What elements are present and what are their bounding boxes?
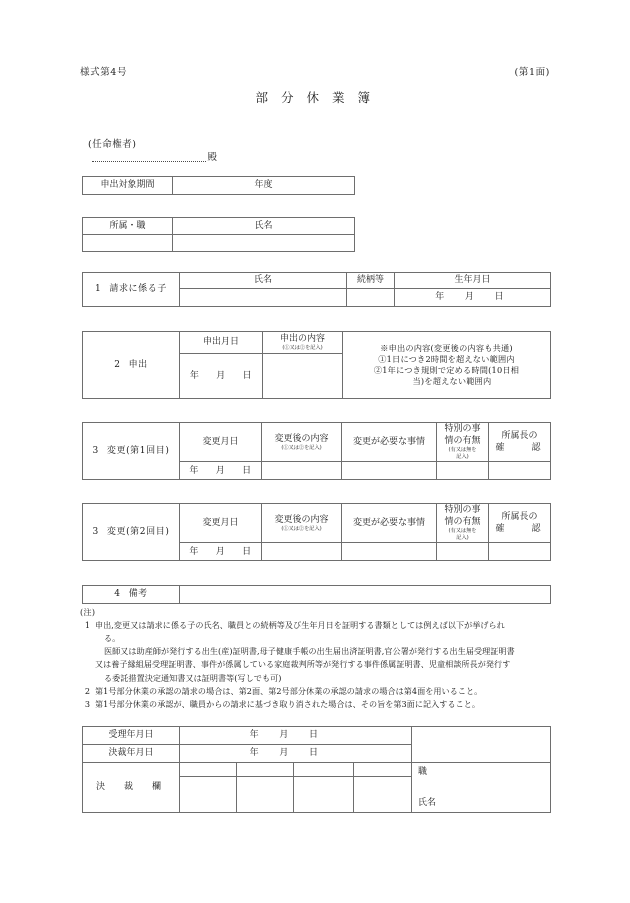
change1-row-text: 変更(第1回目) [106, 446, 170, 457]
header-row [80, 64, 550, 78]
note-line: 第1号部分休業の承認の請求の場合は、第2面、第2号部分休業の承認の請求の場合は第4面を用いること。 [95, 685, 483, 696]
application-value-content[interactable] [263, 354, 343, 399]
note-number: 2 [84, 685, 91, 696]
change-table-1 [82, 422, 551, 480]
change1-value-content[interactable] [262, 462, 342, 480]
change2-header-special-line1: 特別の事 [444, 505, 481, 515]
year-label: 年 [435, 292, 445, 303]
receipt-date-label: 受理年月日 [83, 727, 180, 745]
day-label: 日 [494, 292, 505, 303]
table-row [83, 177, 355, 195]
table-row [83, 235, 355, 252]
instruction-line-3: ②1年につき規則で定める時間(10日相 [373, 365, 520, 375]
belonging-value-name[interactable] [173, 235, 355, 252]
period-label: 申出対象期間 [83, 177, 173, 195]
belonging-header-post: 所属・職 [83, 218, 173, 235]
notes-heading: (注) [80, 607, 96, 617]
table-row [83, 727, 551, 745]
note-body [95, 619, 558, 685]
application-header-content [263, 332, 343, 354]
date-placeholder [250, 747, 319, 759]
month-label: 月 [215, 465, 226, 476]
note-line: る委託措置決定通知書又は証明書等(写しでも可) [104, 672, 282, 683]
table-header-row [83, 504, 551, 543]
note-item [80, 685, 558, 698]
application-header-date: 申出月日 [180, 332, 263, 354]
day-label: 日 [242, 465, 252, 476]
date-placeholder [190, 370, 252, 382]
belonging-value-post[interactable] [83, 235, 173, 252]
note-body [95, 698, 558, 711]
change1-header-confirm-line2: 確 認 [495, 443, 544, 454]
change2-row-label [83, 504, 180, 561]
note-line: 医師又は助産師が発行する出生(産)証明書,母子健康手帳の出生届出済証明書,官公署が発行する出生届受理証明書 [104, 646, 515, 657]
dono-suffix: 殿 [207, 151, 217, 163]
approval-column-label: 決 裁 欄 [83, 763, 180, 813]
child-value-relation[interactable] [347, 289, 395, 307]
application-instructions [343, 332, 551, 399]
instruction-line-1: ※申出の内容(変更後の内容も共通) [380, 342, 513, 353]
change1-header-special-line1: 特別の事 [444, 424, 481, 434]
change1-value-date[interactable] [180, 462, 262, 480]
approval-stamp-cell-4a[interactable] [354, 763, 412, 777]
note-line: 第1号部分休業の承認が、職員からの請求に基づき取り消された場合は、その旨を第3面に記入すること。 [95, 698, 481, 709]
change2-row-number: 3 [92, 527, 99, 538]
receipt-date-value[interactable] [180, 727, 412, 745]
approval-blank-right-top [412, 727, 551, 763]
remarks-table [82, 585, 551, 604]
change1-row-label [83, 423, 180, 480]
date-placeholder [189, 546, 251, 558]
remarks-row-label [83, 586, 180, 604]
note-body [95, 685, 558, 698]
month-label: 月 [279, 748, 289, 759]
application-table [82, 331, 551, 399]
change2-value-content[interactable] [262, 543, 342, 561]
child-value-birthdate[interactable] [395, 289, 551, 307]
child-table [82, 272, 551, 307]
application-value-date[interactable] [180, 354, 263, 399]
change2-header-reason: 変更が必要な事情 [342, 504, 437, 543]
instruction-line-2: ①1日につき2時間を超えない範囲内 [378, 353, 515, 364]
year-label: 年 [189, 546, 199, 557]
child-header-name: 氏名 [180, 273, 347, 289]
note-item [80, 619, 558, 685]
day-label: 日 [309, 730, 319, 741]
change1-header-special [437, 423, 489, 462]
approval-stamp-cell-2b[interactable] [237, 777, 294, 813]
change2-row-text: 変更(第2回目) [106, 527, 170, 538]
change-table-2 [82, 503, 551, 561]
approval-stamp-cell-1b[interactable] [180, 777, 237, 813]
page-number: (第1面) [514, 67, 550, 78]
appointer-label: (任命権者) [88, 139, 137, 150]
table-header-row [83, 332, 551, 354]
change2-header-special-note1: (有又は無を [448, 528, 477, 535]
child-header-relation: 続柄等 [347, 273, 395, 289]
job-label: 職 [418, 767, 428, 777]
change1-header-special-note1: (有又は無を [448, 447, 477, 454]
note-number: 1 [84, 620, 91, 631]
period-unit: 年度 [254, 180, 273, 191]
application-header-content-text: 申出の内容 [279, 333, 325, 344]
notes-section [80, 606, 558, 711]
change2-header-content-text: 変更後の内容 [274, 514, 329, 525]
change2-header-confirm-line2: 確 認 [495, 524, 544, 535]
approval-stamp-cell-3a[interactable] [294, 763, 354, 777]
application-row-label [83, 332, 180, 399]
belonging-header-name: 氏名 [173, 218, 355, 235]
change2-header-special-note2: 記入) [456, 535, 469, 542]
table-header-row [83, 273, 551, 289]
approval-stamp-cell-3b[interactable] [294, 777, 354, 813]
month-label: 月 [215, 546, 226, 557]
child-row-number: 1 [95, 284, 102, 295]
approval-job-name-cell[interactable] [412, 763, 551, 813]
day-label: 日 [242, 546, 252, 557]
change1-value-reason[interactable] [342, 462, 437, 480]
change1-header-content-text: 変更後の内容 [274, 433, 329, 444]
dotted-fill-line [92, 150, 206, 162]
table-row [83, 586, 551, 604]
date-placeholder [189, 465, 251, 477]
note-line: る。 [104, 633, 121, 644]
form-number: 様式第4号 [80, 67, 128, 78]
change2-value-date[interactable] [180, 543, 262, 561]
note-number: 3 [84, 698, 91, 709]
application-row-text: 申出 [128, 359, 148, 370]
period-table [82, 176, 355, 195]
approval-stamp-cell-1a[interactable] [180, 763, 237, 777]
change1-header-content [262, 423, 342, 462]
change2-header-confirm [489, 504, 551, 543]
note-line: 申出,変更又は請求に係る子の氏名、職員との続柄等及び生年月日を証明する書類としては例えば以下が挙げられ [95, 620, 505, 631]
decision-date-value[interactable] [180, 745, 412, 763]
table-header-row [83, 423, 551, 462]
change1-header-reason: 変更が必要な事情 [342, 423, 437, 462]
child-header-birthdate: 生年月日 [395, 273, 551, 289]
month-label: 月 [279, 730, 289, 741]
note-item [80, 698, 558, 711]
change1-header-special-note2: 記入) [456, 454, 469, 461]
month-label: 月 [216, 370, 226, 381]
year-label: 年 [249, 748, 260, 759]
name-label: 氏名 [418, 797, 437, 808]
child-row-label [83, 273, 180, 307]
year-label: 年 [189, 465, 199, 476]
appointer-entry-line [92, 150, 217, 162]
application-row-number: 2 [114, 359, 121, 370]
change2-header-special [437, 504, 489, 543]
note-line: 又は養子縁組届受理証明書、事件が係属している家庭裁判所等が発行する事件係属証明書、児童相談所長が発行す [95, 659, 511, 670]
table-row [83, 763, 551, 777]
child-row-text: 請求に係る子 [109, 284, 167, 295]
change1-value-special[interactable] [437, 462, 489, 480]
application-header-content-note: (①又は②を記入) [282, 345, 323, 352]
change1-header-confirm-line1: 所属長の [501, 430, 538, 441]
table-header-row [83, 218, 355, 235]
instruction-line-4: 当)を超えない範囲内 [412, 376, 492, 387]
change2-header-content [262, 504, 342, 543]
change2-header-special-line2: 情の有無 [444, 517, 481, 528]
month-label: 月 [464, 292, 475, 303]
change1-header-special-line2: 情の有無 [444, 436, 481, 447]
belonging-table [82, 217, 355, 252]
change2-value-confirm[interactable] [489, 543, 551, 561]
change2-value-reason[interactable] [342, 543, 437, 561]
child-value-name[interactable] [180, 289, 347, 307]
change1-value-confirm[interactable] [489, 462, 551, 480]
approval-stamp-cell-4b[interactable] [354, 777, 412, 813]
decision-date-label: 決裁年月日 [83, 745, 180, 763]
change2-value-special[interactable] [437, 543, 489, 561]
approval-stamp-cell-2a[interactable] [237, 763, 294, 777]
period-value-cell[interactable] [173, 177, 355, 195]
year-label: 年 [249, 730, 260, 741]
year-label: 年 [189, 370, 200, 381]
day-label: 日 [242, 370, 253, 381]
change1-header-date: 変更月日 [180, 423, 262, 462]
remarks-row-text: 備考 [128, 589, 148, 600]
change1-row-number: 3 [92, 446, 99, 457]
page-title: 部 分 休 業 簿 [255, 90, 375, 105]
remarks-row-number: 4 [114, 589, 121, 600]
change1-header-content-note: (①又は②を記入) [281, 444, 322, 451]
remarks-value[interactable] [180, 586, 551, 604]
change2-header-confirm-line1: 所属長の [501, 511, 538, 522]
change2-header-date: 変更月日 [180, 504, 262, 543]
day-label: 日 [309, 748, 319, 759]
change2-header-content-note: (①又は②を記入) [281, 525, 322, 532]
date-placeholder [250, 729, 319, 741]
date-placeholder [435, 291, 504, 303]
approval-table [82, 726, 551, 813]
change1-header-confirm [489, 423, 551, 462]
